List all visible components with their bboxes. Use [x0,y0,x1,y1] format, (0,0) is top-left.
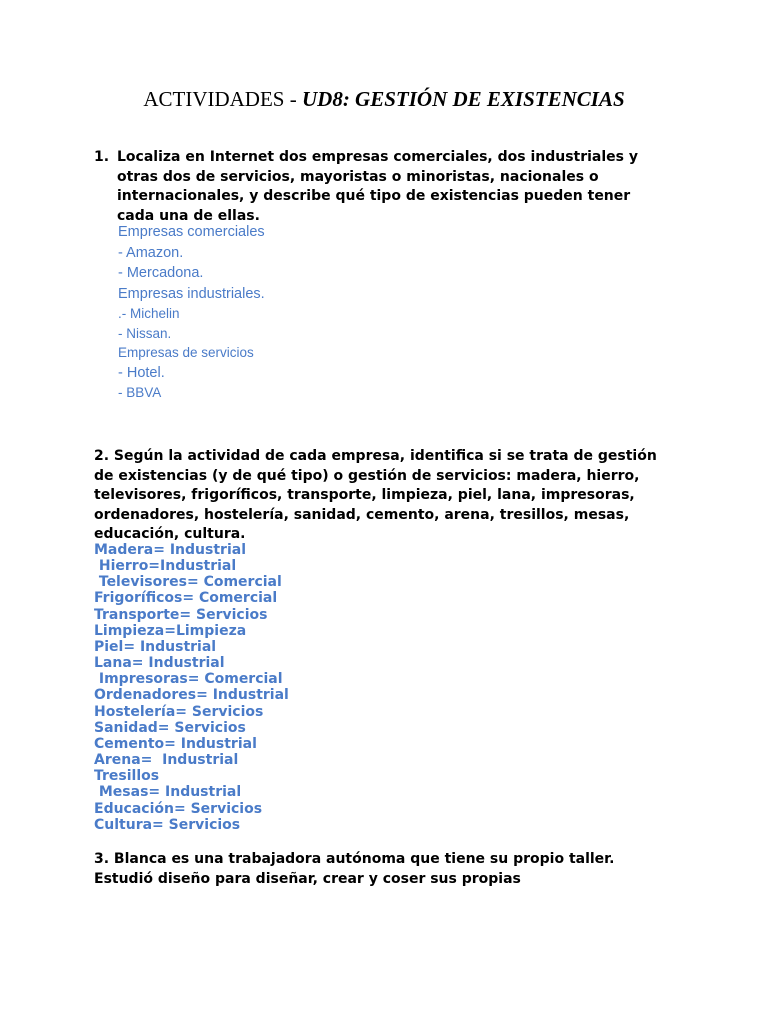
answer-2-item: Educación= Servicios [94,800,263,817]
answer-2-item: Hostelería= Servicios [94,703,264,720]
answer-2-item: Madera= Industrial [94,542,246,558]
answer-2-item: Cultura= Servicios [94,816,241,833]
answer-1-heading: Empresas comerciales [118,224,265,240]
page-title [0,86,768,112]
answer-2-item: Ordenadores= Industrial [94,687,289,704]
answer-2-item: Piel= Industrial [94,638,217,655]
answer-1-item: - BBVA [118,385,162,400]
question-2-text: 2. Según la actividad de cada empresa, identifica si se trata de gestión de existencias (y de qué tipo) o gestión de servicios: madera, hierro, televisores, frigoríficos, transporte, limpieza, piel, lana, impresoras, ordenadores, hostelería, sanidad, cemento, arena, tresillos, mesas, educación, cultura. [94,448,657,542]
answer-2-item: Arena= Industrial [94,752,239,769]
title-prefix: ACTIVIDADES - [143,87,302,111]
answer-2-item: Cemento= Industrial [94,735,257,752]
answer-1-heading: Empresas industriales. [118,285,265,302]
answer-2-item: Impresoras= Comercial [94,671,283,688]
answer-1-heading: Empresas de servicios [118,345,254,360]
question-1-number: 1. [94,149,110,165]
answer-2-list [94,542,289,833]
question-1 [94,148,664,226]
answer-2-item: Televisores= Comercial [94,574,282,591]
answer-2-item: Mesas= Industrial [94,784,242,801]
answer-2-item: Hierro=Industrial [94,558,237,575]
question-1-text: Localiza en Internet dos empresas comerciales, dos industriales y otras dos de servicios, mayoristas o minoristas, nacionales o internacionales, y describe qué tipo de existencias pueden tener cada una de ellas. [117,149,638,224]
title-unit: UD8: GESTIÓN DE EXISTENCIAS [301,87,625,111]
answer-2-item: Frigoríficos= Comercial [94,590,278,607]
answer-1-item: - Nissan. [118,325,172,341]
answer-1-item: - Hotel. [118,364,165,381]
answer-2-item: Lana= Industrial [94,655,225,672]
answer-1-item: - Mercadona. [118,265,204,281]
answer-1-item: - Amazon. [118,244,184,261]
question-3-text: 3. Blanca es una trabajadora autónoma que tiene su propio taller. Estudió diseño para diseñar, crear y coser sus propias [94,851,615,887]
answer-2-item: Limpieza=Limpieza [94,622,247,639]
answer-2-item: Sanidad= Servicios [94,719,246,736]
answer-1-list [118,222,265,403]
answer-2-item: Tresillos [94,768,160,785]
answer-1-item: .- Michelin [118,306,180,321]
answer-2-item: Transporte= Servicios [94,606,268,623]
